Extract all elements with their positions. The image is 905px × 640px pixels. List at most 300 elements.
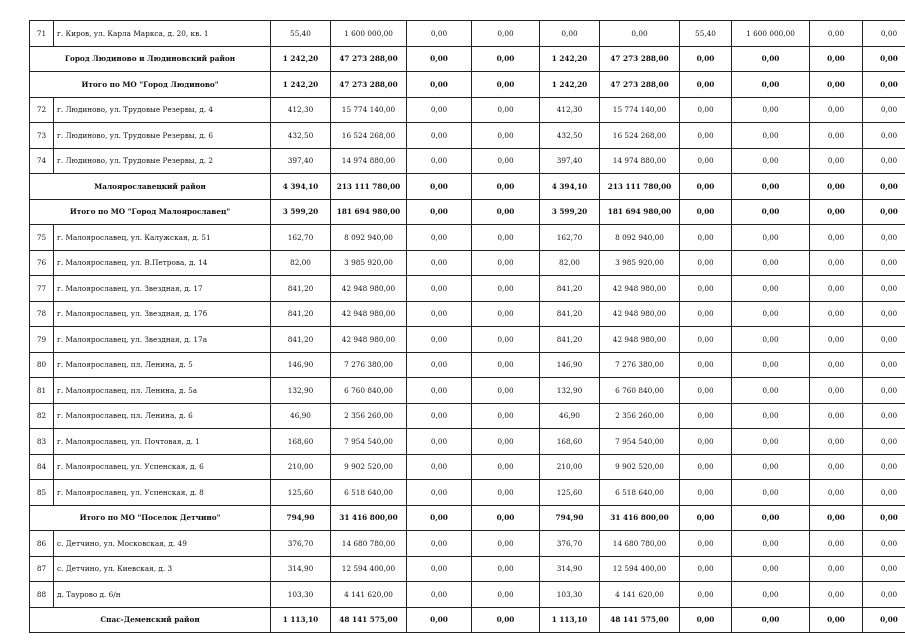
value-cell: 31 416 800,00: [600, 505, 680, 531]
value-cell: 0,00: [680, 352, 732, 378]
value-cell: 0,00: [472, 276, 540, 302]
table-row: [30, 148, 905, 174]
address-cell: д. Таурово д. 6/н: [54, 582, 271, 608]
value-cell: 0,00: [472, 21, 540, 47]
value-cell: 841,20: [540, 301, 600, 327]
value-cell: 0,00: [863, 301, 905, 327]
value-cell: 0,00: [810, 556, 863, 582]
value-cell: 6 518 640,00: [331, 480, 407, 506]
value-cell: 1 242,20: [540, 72, 600, 98]
value-cell: 0,00: [732, 276, 810, 302]
value-cell: 432,50: [271, 123, 331, 149]
value-cell: 841,20: [540, 327, 600, 353]
value-cell: 0,00: [680, 378, 732, 404]
value-cell: 0,00: [863, 72, 905, 98]
row-number: 88: [30, 582, 54, 608]
value-cell: 0,00: [810, 531, 863, 557]
value-cell: 0,00: [810, 378, 863, 404]
value-cell: 0,00: [732, 199, 810, 225]
value-cell: 0,00: [472, 301, 540, 327]
table-row: [30, 352, 905, 378]
value-cell: 0,00: [680, 556, 732, 582]
value-cell: 42 948 980,00: [600, 276, 680, 302]
table-row: [30, 582, 905, 608]
value-cell: 0,00: [680, 72, 732, 98]
address-cell: г. Людиново, ул. Трудовые Резервы, д. 2: [54, 148, 271, 174]
value-cell: 48 141 575,00: [331, 607, 407, 633]
value-cell: 0,00: [680, 505, 732, 531]
value-cell: 213 111 780,00: [600, 174, 680, 200]
row-number: 80: [30, 352, 54, 378]
value-cell: 0,00: [732, 454, 810, 480]
value-cell: 14 680 780,00: [600, 531, 680, 557]
table-body: [30, 21, 905, 633]
value-cell: 7 276 380,00: [331, 352, 407, 378]
value-cell: 162,70: [540, 225, 600, 251]
value-cell: 0,00: [863, 582, 905, 608]
value-cell: 397,40: [271, 148, 331, 174]
value-cell: 47 273 288,00: [600, 46, 680, 72]
value-cell: 0,00: [680, 301, 732, 327]
value-cell: 412,30: [540, 97, 600, 123]
address-cell: г. Людиново, ул. Трудовые Резервы, д. 4: [54, 97, 271, 123]
value-cell: 0,00: [863, 505, 905, 531]
address-cell: г. Киров, ул. Карла Маркса, д. 20, кв. 1: [54, 21, 271, 47]
row-number: 77: [30, 276, 54, 302]
value-cell: 4 394,10: [271, 174, 331, 200]
value-cell: 0,00: [732, 429, 810, 455]
value-cell: 0,00: [680, 97, 732, 123]
group-label: Итого по МО "Город Малоярославец": [30, 199, 271, 225]
group-label: Малоярославецкий район: [30, 174, 271, 200]
value-cell: 0,00: [732, 352, 810, 378]
value-cell: 0,00: [407, 582, 472, 608]
value-cell: 0,00: [810, 72, 863, 98]
value-cell: 1 242,20: [271, 46, 331, 72]
value-cell: 1 242,20: [540, 46, 600, 72]
value-cell: 14 974 880,00: [331, 148, 407, 174]
value-cell: 0,00: [863, 199, 905, 225]
row-number: 84: [30, 454, 54, 480]
value-cell: 0,00: [472, 199, 540, 225]
value-cell: 841,20: [540, 276, 600, 302]
value-cell: 0,00: [472, 72, 540, 98]
value-cell: 7 954 540,00: [331, 429, 407, 455]
value-cell: 0,00: [407, 123, 472, 149]
row-number: 87: [30, 556, 54, 582]
address-cell: г. Малоярославец, ул. Звездная, д. 17а: [54, 327, 271, 353]
value-cell: 0,00: [407, 429, 472, 455]
value-cell: 0,00: [680, 46, 732, 72]
value-cell: 0,00: [810, 352, 863, 378]
value-cell: 0,00: [810, 301, 863, 327]
value-cell: 82,00: [540, 250, 600, 276]
value-cell: 3 985 920,00: [600, 250, 680, 276]
row-number: 74: [30, 148, 54, 174]
row-number: 73: [30, 123, 54, 149]
address-cell: г. Малоярославец, ул. Звездная, д. 17: [54, 276, 271, 302]
value-cell: 0,00: [680, 480, 732, 506]
table-row: [30, 276, 905, 302]
value-cell: 47 273 288,00: [331, 72, 407, 98]
value-cell: 376,70: [271, 531, 331, 557]
table-row: [30, 480, 905, 506]
row-number: 72: [30, 97, 54, 123]
value-cell: 0,00: [810, 607, 863, 633]
value-cell: 0,00: [407, 174, 472, 200]
table-row: [30, 97, 905, 123]
address-cell: г. Малоярославец, ул. Звездная, д. 17б: [54, 301, 271, 327]
address-cell: с. Детчино, ул. Киевская, д. 3: [54, 556, 271, 582]
value-cell: 181 694 980,00: [331, 199, 407, 225]
row-number: 75: [30, 225, 54, 251]
table-group-row: [30, 174, 905, 200]
value-cell: 0,00: [810, 276, 863, 302]
value-cell: 162,70: [271, 225, 331, 251]
value-cell: 0,00: [863, 174, 905, 200]
row-number: 76: [30, 250, 54, 276]
value-cell: 0,00: [407, 505, 472, 531]
value-cell: 794,90: [540, 505, 600, 531]
value-cell: 0,00: [732, 301, 810, 327]
value-cell: 0,00: [732, 46, 810, 72]
value-cell: 0,00: [732, 505, 810, 531]
value-cell: 0,00: [407, 301, 472, 327]
row-number: 86: [30, 531, 54, 557]
value-cell: 0,00: [810, 429, 863, 455]
value-cell: 42 948 980,00: [600, 327, 680, 353]
value-cell: 0,00: [863, 97, 905, 123]
value-cell: 103,30: [271, 582, 331, 608]
value-cell: 0,00: [810, 403, 863, 429]
value-cell: 125,60: [271, 480, 331, 506]
value-cell: 213 111 780,00: [331, 174, 407, 200]
value-cell: 841,20: [271, 327, 331, 353]
value-cell: 0,00: [680, 582, 732, 608]
value-cell: 2 356 260,00: [600, 403, 680, 429]
value-cell: 0,00: [810, 46, 863, 72]
address-cell: с. Детчино, ул. Московская, д. 49: [54, 531, 271, 557]
value-cell: 55,40: [271, 21, 331, 47]
table-row: [30, 301, 905, 327]
table-row: [30, 403, 905, 429]
value-cell: 0,00: [863, 148, 905, 174]
row-number: 71: [30, 21, 54, 47]
value-cell: 0,00: [472, 454, 540, 480]
value-cell: 168,60: [271, 429, 331, 455]
value-cell: 314,90: [540, 556, 600, 582]
value-cell: 397,40: [540, 148, 600, 174]
value-cell: 0,00: [680, 123, 732, 149]
value-cell: 3 599,20: [271, 199, 331, 225]
value-cell: 125,60: [540, 480, 600, 506]
value-cell: 0,00: [407, 327, 472, 353]
value-cell: 4 394,10: [540, 174, 600, 200]
value-cell: 0,00: [810, 454, 863, 480]
value-cell: 132,90: [271, 378, 331, 404]
value-cell: 42 948 980,00: [600, 301, 680, 327]
value-cell: 0,00: [863, 480, 905, 506]
value-cell: 0,00: [732, 225, 810, 251]
value-cell: 181 694 980,00: [600, 199, 680, 225]
row-number: 83: [30, 429, 54, 455]
value-cell: 0,00: [680, 276, 732, 302]
value-cell: 210,00: [540, 454, 600, 480]
value-cell: 31 416 800,00: [331, 505, 407, 531]
value-cell: 9 902 520,00: [600, 454, 680, 480]
value-cell: 0,00: [680, 429, 732, 455]
value-cell: 0,00: [407, 276, 472, 302]
value-cell: 0,00: [407, 556, 472, 582]
group-label: Итого по МО "Город Людиново": [30, 72, 271, 98]
value-cell: 8 092 940,00: [331, 225, 407, 251]
value-cell: 841,20: [271, 301, 331, 327]
value-cell: 8 092 940,00: [600, 225, 680, 251]
table-group-row: [30, 46, 905, 72]
value-cell: 0,00: [732, 72, 810, 98]
table-row: [30, 123, 905, 149]
value-cell: 0,00: [472, 429, 540, 455]
value-cell: 0,00: [810, 199, 863, 225]
value-cell: 432,50: [540, 123, 600, 149]
value-cell: 0,00: [810, 250, 863, 276]
value-cell: 412,30: [271, 97, 331, 123]
value-cell: 1 600 000,00: [331, 21, 407, 47]
value-cell: 0,00: [732, 250, 810, 276]
value-cell: 0,00: [732, 556, 810, 582]
value-cell: 2 356 260,00: [331, 403, 407, 429]
value-cell: 0,00: [472, 352, 540, 378]
value-cell: 0,00: [732, 123, 810, 149]
value-cell: 0,00: [407, 199, 472, 225]
value-cell: 0,00: [472, 250, 540, 276]
value-cell: 132,90: [540, 378, 600, 404]
table-row: [30, 556, 905, 582]
address-cell: г. Малоярославец, пл. Ленина, д. 5а: [54, 378, 271, 404]
value-cell: 0,00: [407, 97, 472, 123]
address-cell: г. Малоярославец, ул. Успенская, д. 6: [54, 454, 271, 480]
address-cell: г. Малоярославец, ул. Калужская, д. 51: [54, 225, 271, 251]
value-cell: 0,00: [863, 46, 905, 72]
value-cell: 0,00: [863, 225, 905, 251]
value-cell: 0,00: [472, 403, 540, 429]
value-cell: 0,00: [732, 174, 810, 200]
value-cell: 0,00: [810, 21, 863, 47]
value-cell: 0,00: [407, 403, 472, 429]
value-cell: 0,00: [732, 582, 810, 608]
value-cell: 0,00: [732, 403, 810, 429]
group-label: Итого по МО "Поселок Детчино": [30, 505, 271, 531]
value-cell: 82,00: [271, 250, 331, 276]
address-cell: г. Малоярославец, пл. Ленина, д. 5: [54, 352, 271, 378]
value-cell: 0,00: [810, 97, 863, 123]
value-cell: 0,00: [472, 97, 540, 123]
address-cell: г. Малоярославец, пл. Ленина, д. 6: [54, 403, 271, 429]
value-cell: 15 774 140,00: [600, 97, 680, 123]
value-cell: 48 141 575,00: [600, 607, 680, 633]
value-cell: 0,00: [732, 327, 810, 353]
table-row: [30, 327, 905, 353]
value-cell: 0,00: [863, 352, 905, 378]
value-cell: 376,70: [540, 531, 600, 557]
value-cell: 1 242,20: [271, 72, 331, 98]
value-cell: 1 113,10: [540, 607, 600, 633]
value-cell: 0,00: [472, 556, 540, 582]
value-cell: 0,00: [680, 174, 732, 200]
value-cell: 0,00: [472, 505, 540, 531]
value-cell: 15 774 140,00: [331, 97, 407, 123]
table-group-row: [30, 199, 905, 225]
value-cell: 0,00: [680, 327, 732, 353]
value-cell: 0,00: [732, 378, 810, 404]
value-cell: 46,90: [271, 403, 331, 429]
value-cell: 46,90: [540, 403, 600, 429]
value-cell: 0,00: [680, 454, 732, 480]
value-cell: 0,00: [407, 250, 472, 276]
value-cell: 0,00: [810, 480, 863, 506]
table-row: [30, 531, 905, 557]
value-cell: 0,00: [407, 225, 472, 251]
value-cell: 103,30: [540, 582, 600, 608]
table-row: [30, 454, 905, 480]
value-cell: 9 902 520,00: [331, 454, 407, 480]
value-cell: 0,00: [732, 480, 810, 506]
table-row: [30, 378, 905, 404]
value-cell: 0,00: [810, 123, 863, 149]
value-cell: 0,00: [863, 429, 905, 455]
value-cell: 14 680 780,00: [331, 531, 407, 557]
value-cell: 0,00: [810, 327, 863, 353]
value-cell: 42 948 980,00: [331, 301, 407, 327]
group-label: Спас-Деменский район: [30, 607, 271, 633]
value-cell: 0,00: [600, 21, 680, 47]
value-cell: 0,00: [680, 148, 732, 174]
value-cell: 0,00: [680, 403, 732, 429]
group-label: Город Людиново и Людиновский район: [30, 46, 271, 72]
value-cell: 0,00: [680, 607, 732, 633]
value-cell: 12 594 400,00: [331, 556, 407, 582]
address-cell: г. Людиново, ул. Трудовые Резервы, д. 6: [54, 123, 271, 149]
value-cell: 1 113,10: [271, 607, 331, 633]
housing-table: [29, 20, 905, 633]
value-cell: 0,00: [732, 531, 810, 557]
value-cell: 0,00: [407, 46, 472, 72]
value-cell: 0,00: [810, 148, 863, 174]
value-cell: 0,00: [407, 148, 472, 174]
value-cell: 0,00: [472, 225, 540, 251]
value-cell: 0,00: [810, 174, 863, 200]
value-cell: 47 273 288,00: [331, 46, 407, 72]
value-cell: 0,00: [810, 582, 863, 608]
value-cell: 0,00: [863, 403, 905, 429]
value-cell: 0,00: [863, 607, 905, 633]
row-number: 81: [30, 378, 54, 404]
address-cell: г. Малоярославец, ул. Почтовая, д. 1: [54, 429, 271, 455]
value-cell: 0,00: [863, 454, 905, 480]
value-cell: 0,00: [732, 148, 810, 174]
value-cell: 3 599,20: [540, 199, 600, 225]
value-cell: 146,90: [540, 352, 600, 378]
value-cell: 16 524 268,00: [600, 123, 680, 149]
value-cell: 0,00: [863, 327, 905, 353]
value-cell: 314,90: [271, 556, 331, 582]
value-cell: 3 985 920,00: [331, 250, 407, 276]
value-cell: 146,90: [271, 352, 331, 378]
value-cell: 0,00: [540, 21, 600, 47]
row-number: 78: [30, 301, 54, 327]
value-cell: 0,00: [472, 582, 540, 608]
value-cell: 0,00: [732, 97, 810, 123]
value-cell: 0,00: [863, 378, 905, 404]
value-cell: 7 276 380,00: [600, 352, 680, 378]
row-number: 82: [30, 403, 54, 429]
value-cell: 0,00: [863, 531, 905, 557]
value-cell: 0,00: [407, 21, 472, 47]
value-cell: 794,90: [271, 505, 331, 531]
value-cell: 16 524 268,00: [331, 123, 407, 149]
value-cell: 0,00: [472, 480, 540, 506]
value-cell: 0,00: [472, 123, 540, 149]
value-cell: 168,60: [540, 429, 600, 455]
value-cell: 42 948 980,00: [331, 276, 407, 302]
table-group-row: [30, 72, 905, 98]
value-cell: 0,00: [863, 250, 905, 276]
value-cell: 0,00: [472, 531, 540, 557]
value-cell: 6 760 840,00: [331, 378, 407, 404]
value-cell: 0,00: [472, 174, 540, 200]
value-cell: 0,00: [810, 505, 863, 531]
table-group-row: [30, 607, 905, 633]
value-cell: 0,00: [732, 607, 810, 633]
value-cell: 0,00: [810, 225, 863, 251]
value-cell: 0,00: [407, 378, 472, 404]
value-cell: 4 141 620,00: [331, 582, 407, 608]
value-cell: 42 948 980,00: [331, 327, 407, 353]
table-row: [30, 429, 905, 455]
value-cell: 0,00: [680, 199, 732, 225]
value-cell: 0,00: [863, 276, 905, 302]
row-number: 85: [30, 480, 54, 506]
value-cell: 47 273 288,00: [600, 72, 680, 98]
value-cell: 14 974 880,00: [600, 148, 680, 174]
value-cell: 0,00: [680, 225, 732, 251]
table-row: [30, 250, 905, 276]
value-cell: 6 518 640,00: [600, 480, 680, 506]
document-page: [29, 20, 898, 632]
value-cell: 0,00: [407, 454, 472, 480]
value-cell: 0,00: [472, 607, 540, 633]
value-cell: 0,00: [863, 21, 905, 47]
value-cell: 55,40: [680, 21, 732, 47]
value-cell: 0,00: [407, 480, 472, 506]
table-row: [30, 225, 905, 251]
address-cell: г. Малоярославец, ул. В.Петрова, д. 14: [54, 250, 271, 276]
value-cell: 0,00: [680, 250, 732, 276]
value-cell: 0,00: [407, 607, 472, 633]
table-row: [30, 21, 905, 47]
value-cell: 4 141 620,00: [600, 582, 680, 608]
value-cell: 0,00: [680, 531, 732, 557]
value-cell: 210,00: [271, 454, 331, 480]
value-cell: 0,00: [407, 531, 472, 557]
value-cell: 1 600 000,00: [732, 21, 810, 47]
value-cell: 0,00: [472, 46, 540, 72]
table-group-row: [30, 505, 905, 531]
value-cell: 0,00: [407, 352, 472, 378]
value-cell: 0,00: [472, 378, 540, 404]
value-cell: 841,20: [271, 276, 331, 302]
value-cell: 0,00: [863, 556, 905, 582]
